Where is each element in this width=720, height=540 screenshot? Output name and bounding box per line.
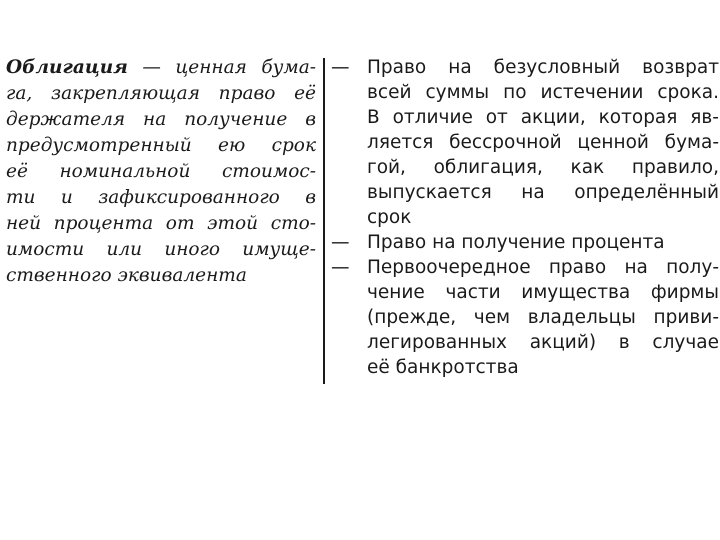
definition-line: предусмотренный ею срок bbox=[6, 135, 316, 156]
rights-item-3-line: (прежде, чем владельцы приви- bbox=[367, 307, 719, 328]
rights-item-2-line: — Право на получение процента bbox=[331, 232, 665, 253]
rights-item-3-line: чение части имущества фирмы bbox=[367, 282, 719, 303]
rights-column bbox=[331, 55, 719, 380]
item-dash: — bbox=[331, 257, 350, 278]
rights-item-1-line: В отличие от акции, которая яв- bbox=[367, 107, 719, 128]
rights-item-1-line: всей суммы по истечении срока. bbox=[367, 82, 719, 103]
definition-line bbox=[6, 55, 316, 81]
definition-line: ти и зафиксированного в bbox=[6, 187, 316, 208]
definition-line: имости или иного имуще- bbox=[6, 239, 316, 260]
item-dash: — bbox=[331, 232, 350, 253]
rights-item-3-line: её банкротства bbox=[367, 357, 519, 378]
column-divider bbox=[323, 58, 325, 384]
rights-item-1-line: срок bbox=[367, 207, 412, 228]
definition-text: — ценная бума- bbox=[127, 57, 316, 78]
definition-line: её номинальной стоимос- bbox=[6, 161, 316, 182]
definition-line: ственного эквивалента bbox=[6, 265, 247, 286]
definition-line: ней процента от этой сто- bbox=[6, 213, 316, 234]
rights-item-1-line: — Право на безусловный возврат bbox=[331, 57, 719, 78]
definition-column bbox=[6, 55, 316, 289]
definition-line: держателя на получение в bbox=[6, 109, 316, 130]
definition-line: га, закрепляющая право её bbox=[6, 83, 316, 104]
definition-term: Облигация bbox=[6, 57, 128, 78]
item-dash: — bbox=[331, 57, 350, 78]
rights-item-1-line: ляется бессрочной ценной бума- bbox=[367, 132, 719, 153]
rights-item-3-line: легированных акций) в случае bbox=[367, 332, 719, 353]
rights-item-3-line: — Первоочередное право на полу- bbox=[331, 257, 719, 278]
rights-item-1-line: гой, облигация, как правило, bbox=[367, 157, 719, 178]
rights-item-1-line: выпускается на определённый bbox=[367, 182, 719, 203]
